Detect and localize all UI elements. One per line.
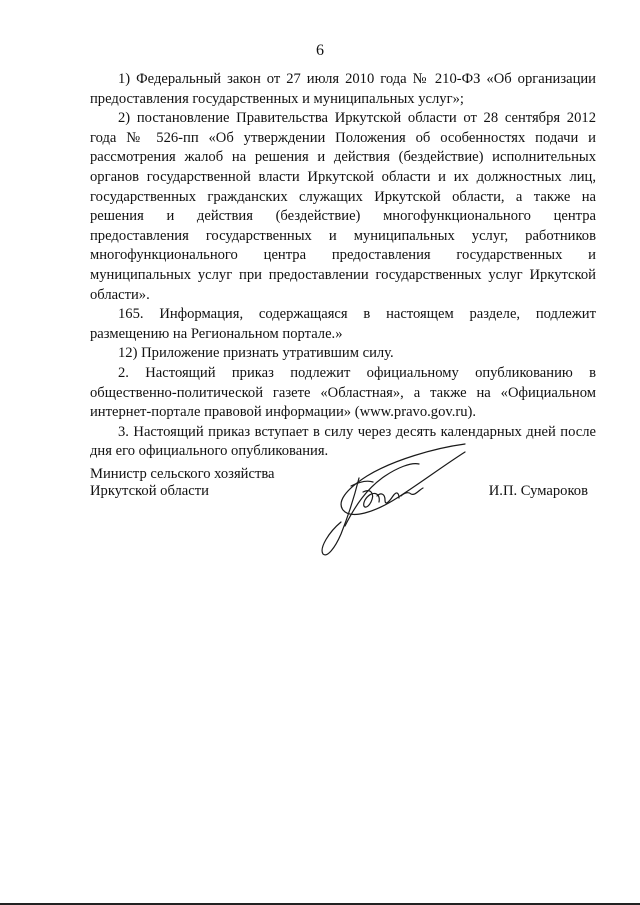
- signatory-title-line1: Министр сельского хозяйства: [90, 466, 275, 482]
- signature-block: [90, 466, 596, 586]
- paragraph-federal-law: 1) Федеральный закон от 27 июля 2010 года № 210-ФЗ «Об организации предоставления государственных и муниципальных услуг»;: [90, 71, 596, 107]
- paragraph-publication: 2. Настоящий приказ подлежит официальному опубликованию в общественно-политической газете «Областная», а также на «Официальном интернет-портале правовой информации» (www.pravo.gov.ru).: [90, 364, 596, 421]
- paragraph-item-12: 12) Приложение признать утратившим силу.: [118, 345, 394, 362]
- paragraph-item-165: 165. Информация, содержащаяся в настоящем разделе, подлежит размещению на Региональном портале.»: [90, 306, 596, 342]
- paragraph-government-resolution: 2) постановление Правительства Иркутской области от 28 сентября 2012 года № 526-пп «Об утверждении Положения об особенностях подачи и рассмотрения жалоб на решения и действия (бездействие) исполнительных органов государственной власти Иркутской области и их должностных лиц, государственных гражданских служащих Иркутской области, а также на решения и действия (бездействие) многофункционального центра предоставления государственных и муниципальных услуг, работников многофункционального центра предоставления государственных и муниципальных услуг при предоставлении государственных услуг Иркутской области».: [90, 110, 596, 303]
- document-body: [90, 70, 596, 462]
- page-number: 6: [316, 42, 324, 59]
- paragraph-effective-date: 3. Настоящий приказ вступает в силу через десять календарных дней после дня его официального опубликования.: [90, 423, 596, 460]
- signatory-title: [90, 466, 330, 500]
- signatory-title-line2: Иркутской области: [90, 483, 209, 499]
- signatory-name: И.П. Сумароков: [488, 483, 588, 499]
- handwritten-signature: [315, 436, 475, 561]
